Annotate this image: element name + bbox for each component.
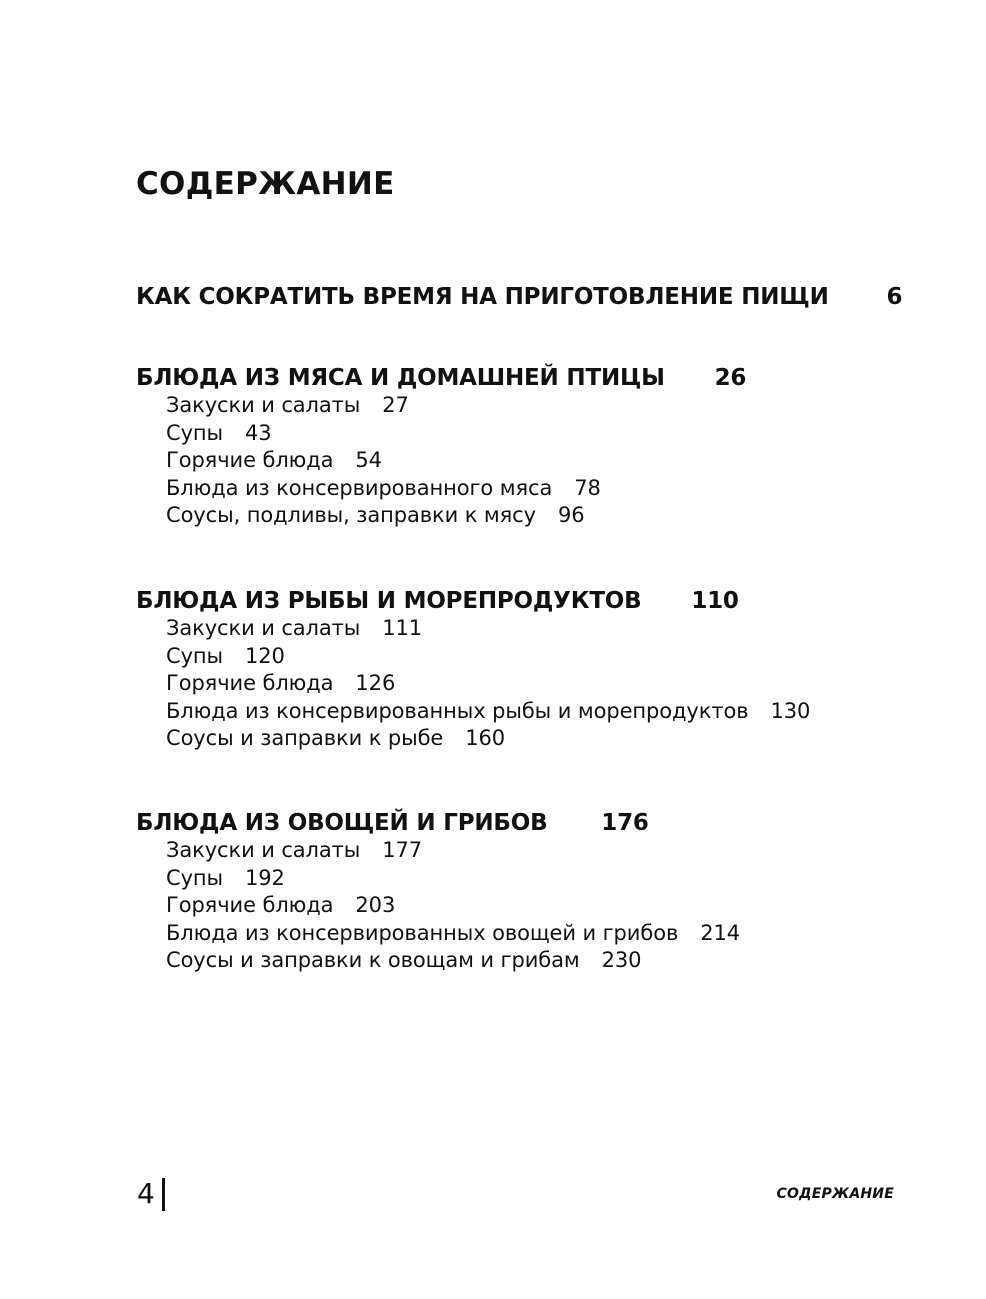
entry-title: Закуски и салаты	[166, 393, 361, 417]
entry-page-number: 111	[382, 616, 423, 640]
toc-entry[interactable]	[166, 615, 896, 643]
toc-section-heading[interactable]	[136, 364, 896, 392]
section-page-number: 176	[601, 810, 649, 836]
toc-entry[interactable]	[166, 698, 896, 726]
toc-entry[interactable]	[166, 420, 896, 448]
entry-title: Супы	[166, 643, 224, 668]
toc-section-heading[interactable]	[136, 809, 896, 837]
page-title: СОДЕРЖАНИЕ	[136, 166, 395, 202]
entry-page-number: 78	[574, 475, 601, 500]
footer-running-title: СОДЕРЖАНИЕ	[776, 1186, 894, 1202]
entry-page-number: 54	[355, 448, 382, 472]
toc-entry[interactable]	[166, 392, 896, 420]
entry-title: Соусы и заправки к рыбе	[166, 726, 444, 750]
entry-title: Горячие блюда	[166, 893, 334, 917]
toc-section-heading[interactable]	[136, 587, 896, 615]
section-page-number: 110	[691, 588, 739, 614]
entry-page-number: 192	[245, 865, 285, 890]
toc-entry[interactable]	[166, 947, 896, 975]
toc-section-heading[interactable]	[136, 283, 903, 311]
entry-title: Супы	[166, 865, 224, 890]
section-title: БЛЮДА ИЗ РЫБЫ И МОРЕПРОДУКТОВ	[136, 588, 642, 614]
entry-page-number: 160	[465, 726, 506, 750]
toc-section	[136, 587, 896, 753]
footer-page-number: 4	[137, 1177, 155, 1210]
entry-page-number: 177	[382, 838, 423, 862]
toc-entry[interactable]	[166, 920, 896, 948]
toc-entry[interactable]	[166, 865, 896, 893]
toc-section	[136, 809, 896, 975]
section-title: КАК СОКРАТИТЬ ВРЕМЯ НА ПРИГОТОВЛЕНИЕ ПИЩИ	[136, 284, 829, 310]
entry-title: Горячие блюда	[166, 671, 334, 695]
entry-title: Соусы и заправки к овощам и грибам	[166, 948, 580, 972]
entry-page-number: 230	[601, 948, 642, 972]
toc-entry[interactable]	[166, 643, 896, 671]
entry-title: Соусы, подливы, заправки к мясу	[166, 503, 536, 527]
entry-title: Блюда из консервированного мяса	[166, 475, 553, 500]
entry-page-number: 203	[355, 893, 396, 917]
toc-subsection-list	[136, 392, 896, 530]
entry-page-number: 43	[245, 420, 272, 445]
entry-title: Закуски и салаты	[166, 838, 361, 862]
toc-entry[interactable]	[166, 892, 896, 920]
toc-subsection-list	[136, 615, 896, 753]
entry-title: Блюда из консервированных овощей и грибов	[166, 920, 679, 945]
toc-section	[136, 283, 903, 311]
toc-entry[interactable]	[166, 447, 896, 475]
entry-page-number: 130	[770, 698, 811, 723]
entry-title: Блюда из консервированных рыбы и морепродуктов	[166, 698, 749, 723]
entry-page-number: 120	[245, 643, 285, 668]
entry-page-number: 96	[557, 503, 585, 527]
toc-section	[136, 364, 896, 530]
entry-title: Закуски и салаты	[166, 616, 361, 640]
toc-entry[interactable]	[166, 725, 896, 753]
entry-page-number: 27	[382, 393, 409, 417]
entry-title: Супы	[166, 420, 224, 445]
footer-divider	[162, 1178, 165, 1211]
section-page-number: 6	[886, 284, 903, 310]
toc-entry[interactable]	[166, 502, 896, 530]
toc-entry[interactable]	[166, 670, 896, 698]
section-title: БЛЮДА ИЗ ОВОЩЕЙ И ГРИБОВ	[136, 810, 548, 836]
entry-page-number: 126	[355, 671, 396, 695]
entry-title: Горячие блюда	[166, 448, 334, 472]
section-page-number: 26	[714, 365, 747, 391]
section-title: БЛЮДА ИЗ МЯСА И ДОМАШНЕЙ ПТИЦЫ	[136, 365, 665, 391]
toc-entry[interactable]	[166, 475, 896, 503]
toc-entry[interactable]	[166, 837, 896, 865]
toc-subsection-list	[136, 837, 896, 975]
entry-page-number: 214	[700, 920, 741, 945]
